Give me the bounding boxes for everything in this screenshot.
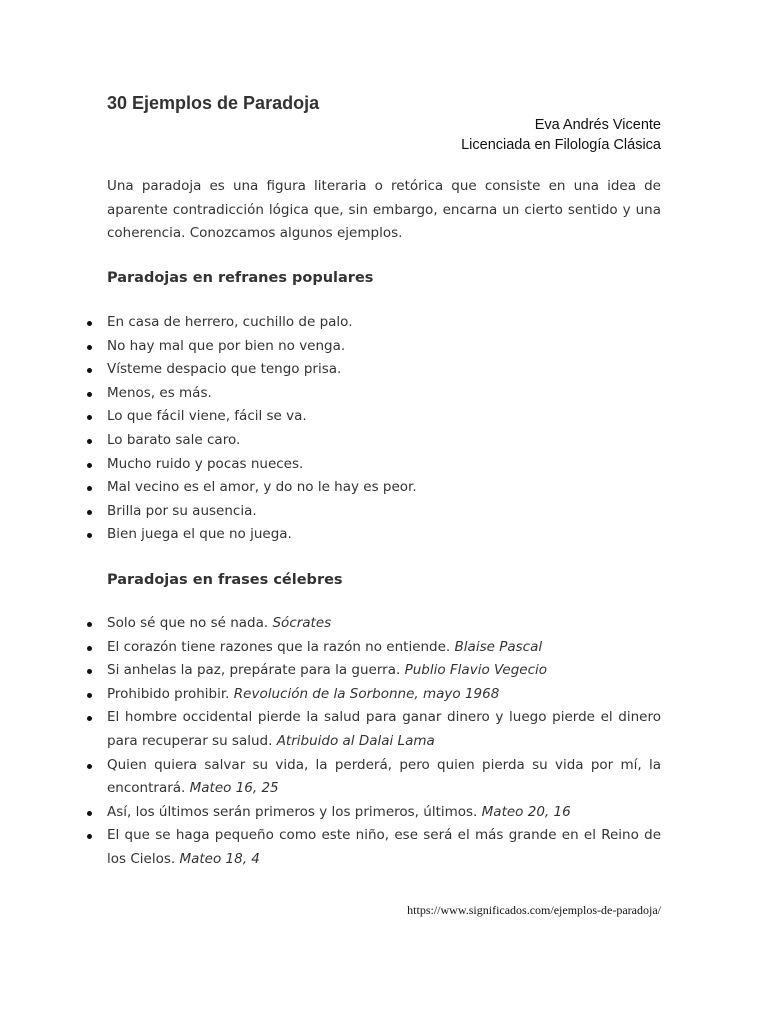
section-heading-frases: Paradojas en frases célebres [107, 572, 343, 588]
item-attribution: Publio Flavio Vegecio [404, 662, 548, 679]
item-text: Quien quiera salvar su vida, la perderá, pero quien pierda su vida por mí, la encontrará. [107, 756, 661, 797]
item-text: Mal vecino es el amor, y do no le hay es peor. [107, 479, 417, 496]
item-text: Bien juega el que no juega. [107, 526, 292, 543]
source-url: https://www.significados.com/ejemplos-de-paradoja/ [407, 903, 661, 917]
list-item [107, 311, 661, 335]
list-item [107, 523, 661, 547]
item-text: El que se haga pequeño como este niño, ese será el más grande en el Reino de los Cielos. [107, 827, 661, 867]
item-text: Brilla por su ausencia. [107, 502, 257, 519]
item-attribution: Sócrates [272, 615, 332, 631]
item-text: No hay mal que por bien no venga. [107, 337, 346, 354]
item-text: El hombre occidental pierde la salud para ganar dinero y luego pierde el dinero para recuperar su salud. [107, 709, 661, 749]
item-text: Si anhelas la paz, prepárate para la guerra. [107, 662, 401, 679]
list-item [107, 382, 661, 406]
item-attribution: Mateo 16, 25 [189, 780, 279, 797]
list-item [107, 824, 661, 871]
list-item [107, 659, 661, 683]
list-item [107, 683, 661, 707]
item-text: Prohibido prohibir. [107, 685, 230, 702]
item-text: El corazón tiene razones que la razón no entiende. [107, 638, 451, 655]
author-role: Licenciada en Filología Clásica [461, 137, 661, 153]
author-name: Eva Andrés Vicente [534, 117, 661, 133]
item-text: Lo que fácil viene, fácil se va. [107, 408, 307, 425]
frases-list [107, 612, 661, 872]
item-attribution: Blaise Pascal [454, 638, 543, 655]
list-item [107, 405, 661, 429]
item-attribution: Mateo 18, 4 [179, 850, 260, 867]
item-text: Menos, es más. [107, 384, 212, 401]
item-text: Lo barato sale caro. [107, 431, 241, 448]
item-text: Solo sé que no sé nada. [107, 615, 269, 631]
refranes-list [107, 311, 661, 547]
list-item [107, 801, 661, 825]
list-item [107, 636, 661, 660]
list-item [107, 612, 661, 636]
list-item [107, 429, 661, 453]
section-heading-refranes: Paradojas en refranes populares [107, 270, 374, 286]
list-item [107, 358, 661, 382]
item-text: Así, los últimos serán primeros y los primeros, últimos. [107, 803, 478, 820]
list-item [107, 335, 661, 359]
item-attribution: Atribuido al Dalai Lama [276, 732, 435, 749]
item-attribution: Revolución de la Sorbonne, mayo 1968 [233, 685, 500, 702]
list-item [107, 500, 661, 524]
item-text: Vísteme despacio que tengo prisa. [107, 361, 342, 378]
author-block [461, 115, 661, 155]
list-item [107, 706, 661, 753]
intro-paragraph: Una paradoja es una figura literaria o retórica que consiste en una idea de aparente contradicción lógica que, sin embargo, encarna un cierto sentido y una coherencia. Conozcamos algunos ejemplos. [107, 178, 661, 241]
item-attribution: Mateo 20, 16 [481, 803, 571, 820]
list-item [107, 476, 661, 500]
item-text: Mucho ruido y pocas nueces. [107, 455, 304, 472]
item-text: En casa de herrero, cuchillo de palo. [107, 314, 353, 330]
document-title: 30 Ejemplos de Paradoja [107, 93, 320, 113]
list-item [107, 754, 661, 801]
list-item [107, 453, 661, 477]
